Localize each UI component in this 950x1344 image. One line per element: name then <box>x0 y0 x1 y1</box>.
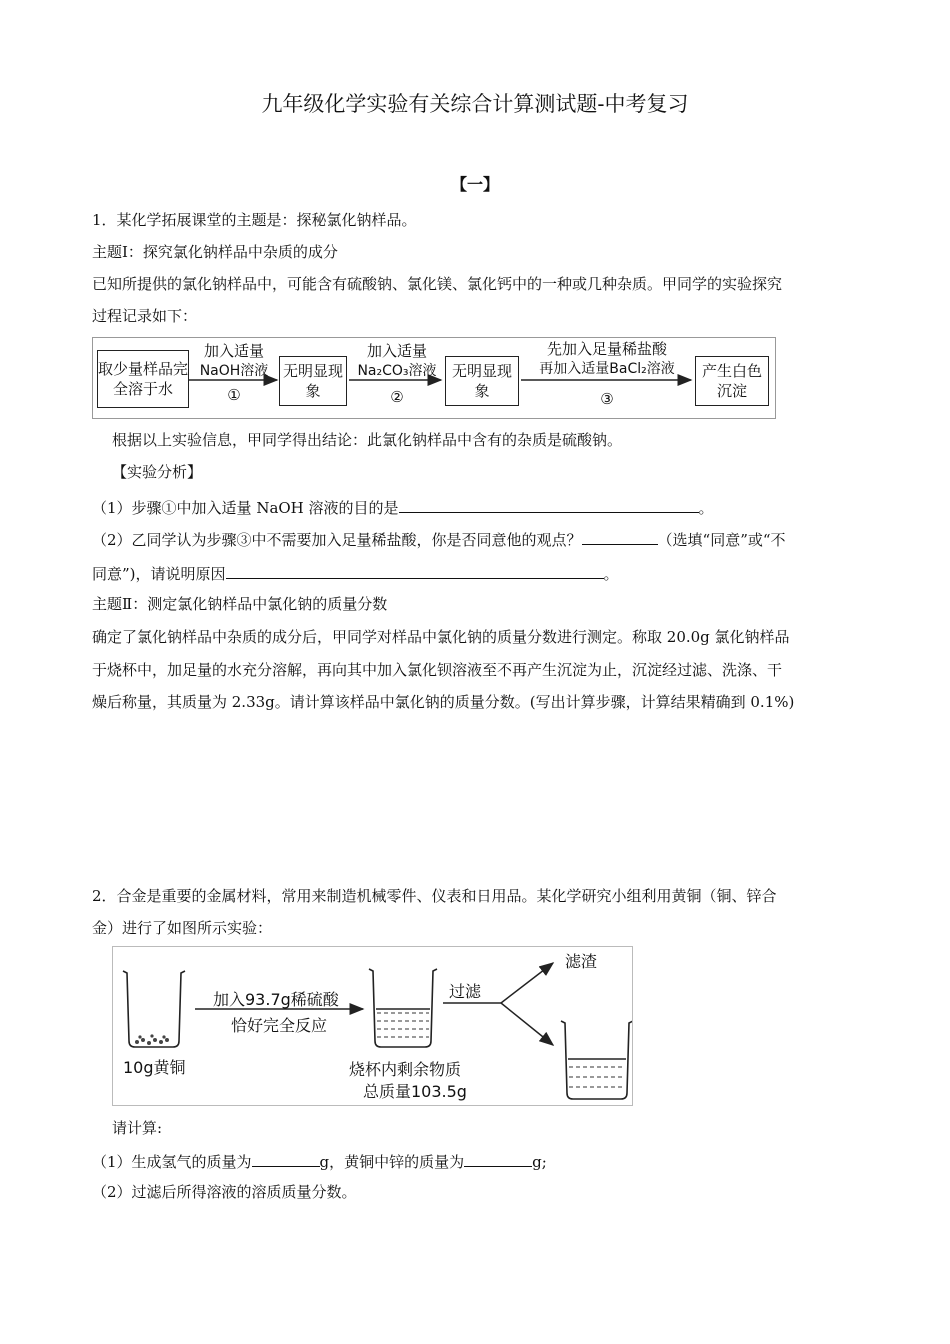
q1-part2-blank-opinion[interactable] <box>582 528 658 545</box>
q2-part1-text-a: （1）生成氢气的质量为 <box>92 1153 252 1171</box>
q1-part2-b-end: 。 <box>603 565 619 583</box>
q2-part1 <box>92 1150 547 1172</box>
q2-part1-blank-hydrogen[interactable] <box>252 1150 320 1167</box>
step2-number: ② <box>390 388 404 406</box>
label-complete-reaction: 恰好完全反应 <box>231 1016 328 1035</box>
q2-stem-line2: 金）进行了如图所示实验： <box>92 919 273 937</box>
label-residue: 滤渣 <box>565 952 598 971</box>
q2-part1-text-c: g; <box>532 1153 547 1171</box>
q1-intro-line2: 过程记录如下： <box>92 307 198 325</box>
q1-part1-end: 。 <box>698 499 714 517</box>
q1-part2-line2 <box>92 562 619 584</box>
step3-label-mid: 再加入适量BaCl₂溶液 <box>539 361 675 377</box>
q1-topic2-line1: 确定了氯化钠样品中杂质的成分后，甲同学对样品中氯化钠的质量分数进行测定。称取 20.0g 氯化钠样品 <box>92 628 790 646</box>
q2-part1-text-b: g，黄铜中锌的质量为 <box>319 1153 465 1171</box>
page-title: 九年级化学实验有关综合计算测试题-中考复习 <box>261 92 689 116</box>
q2-part2: （2）过滤后所得溶液的溶质质量分数。 <box>92 1183 357 1201</box>
q1-part2-text: （2）乙同学认为步骤③中不需要加入足量稀盐酸，你是否同意他的观点？ <box>92 531 582 549</box>
box-white-precipitate: 产生白色沉淀 <box>695 356 769 406</box>
step3-label-top: 先加入足量稀盐酸 <box>546 340 667 358</box>
box-dissolve: 取少量样品完全溶于水 <box>97 350 189 408</box>
q2-stem-line1: 2．合金是重要的金属材料，常用来制造机械零件、仪表和日用品。某化学研究小组利用黄铜（铜、锌合 <box>92 887 777 905</box>
q2-experiment-diagram <box>112 946 633 1106</box>
q1-topic2-line2: 于烧杯中，加足量的水充分溶解，再向其中加入氯化钡溶液至不再产生沉淀为止，沉淀经过滤、洗涤、干 <box>92 661 783 679</box>
q1-part1-blank[interactable] <box>399 496 699 513</box>
q1-topic2: 主题Ⅱ：测定氯化钠样品中氯化钠的质量分数 <box>92 595 388 613</box>
q1-part2-tail: （选填“同意”或“不 <box>657 531 786 549</box>
q2-ask: 请计算: <box>112 1119 163 1137</box>
step2-label-top: 加入适量 <box>366 342 427 360</box>
q1-part2-b-text: 同意”)，请说明原因 <box>92 565 226 583</box>
q1-part2 <box>92 528 786 550</box>
q2-part1-blank-zinc[interactable] <box>464 1150 532 1167</box>
step1-label-mid: NaOH溶液 <box>199 363 269 379</box>
box-no-change-1: 无明显现象 <box>279 356 347 406</box>
q1-flow-diagram <box>92 337 776 419</box>
q1-part2-blank-reason[interactable] <box>226 562 604 579</box>
step3-number: ③ <box>600 390 614 408</box>
q1-stem: 1．某化学拓展课堂的主题是：探秘氯化钠样品。 <box>92 211 417 229</box>
label-add-acid: 加入93.7g稀硫酸 <box>213 990 339 1009</box>
label-total-mass: 总质量103.5g <box>363 1082 467 1101</box>
beaker-after-reaction <box>369 969 437 1047</box>
q1-intro-line1: 已知所提供的氯化钠样品中，可能含有硫酸钠、氯化镁、氯化钙中的一种或几种杂质。甲同学的实验探究 <box>92 275 783 293</box>
arrow-to-residue <box>501 963 553 1003</box>
brass-pieces <box>135 1034 169 1045</box>
step2-label-mid: Na₂CO₃溶液 <box>357 363 437 379</box>
label-filter: 过滤 <box>449 982 482 1001</box>
label-remaining-substance: 烧杯内剩余物质 <box>349 1060 462 1079</box>
step1-label-top: 加入适量 <box>203 342 264 360</box>
label-brass-10g: 10g黄铜 <box>123 1058 186 1077</box>
q1-part1-text: （1）步骤①中加入适量 NaOH 溶液的目的是 <box>92 499 399 517</box>
q1-analysis-heading: 【实验分析】 <box>112 463 203 481</box>
q1-topic2-line3: 燥后称量，其质量为 2.33g。请计算该样品中氯化钠的质量分数。(写出计算步骤，计算结果精确到 0.1%) <box>92 693 795 711</box>
q1-topic1: 主题Ⅰ：探究氯化钠样品中杂质的成分 <box>92 243 338 261</box>
beaker-brass <box>123 971 185 1047</box>
q1-part1 <box>92 496 714 518</box>
q1-conclusion: 根据以上实验信息，甲同学得出结论：此氯化钠样品中含有的杂质是硫酸钠。 <box>112 431 623 449</box>
box-no-change-2: 无明显现象 <box>445 356 519 406</box>
arrow-to-filtrate <box>501 1003 553 1045</box>
liquid-lines-2 <box>377 1013 429 1037</box>
liquid-lines-3 <box>569 1067 625 1087</box>
section-heading: 【一】 <box>450 175 499 194</box>
step1-number: ① <box>227 386 241 404</box>
